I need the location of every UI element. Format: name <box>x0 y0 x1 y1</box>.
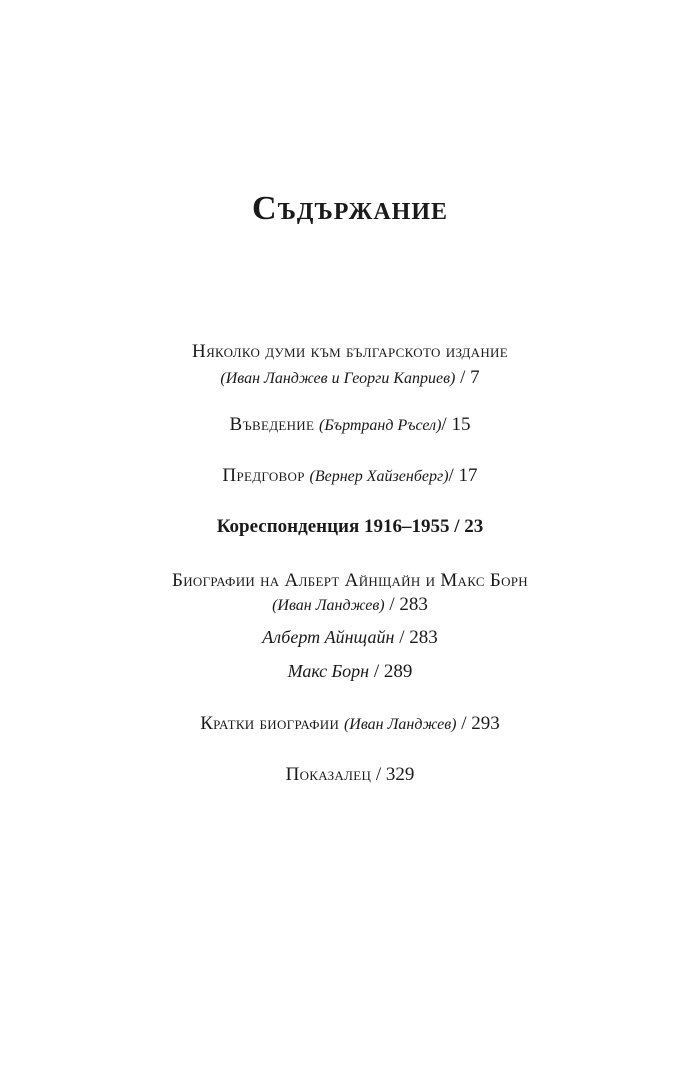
entry-title: Предговор <box>222 465 305 486</box>
entry-author: (Иван Ланджев) <box>272 597 385 614</box>
entry-title: Кратки биографии <box>200 713 340 734</box>
toc-subentry-born <box>0 659 700 684</box>
entry-page: / 283 <box>384 594 428 615</box>
entry-author: (Вернер Хайзенберг) <box>309 468 449 485</box>
entry-page: / 17 <box>448 465 478 486</box>
page-title: Съдържание <box>251 190 448 227</box>
toc-entry-preface-bulgarian <box>0 340 700 364</box>
entry-title: Показалец <box>285 764 372 785</box>
entry-title: Кореспонденция 1916–1955 / 23 <box>216 516 484 537</box>
toc-entry-introduction <box>0 413 700 438</box>
entry-page: / 289 <box>369 661 413 682</box>
toc-entry-index <box>0 763 700 787</box>
toc-entry-short-biographies <box>0 712 700 737</box>
entry-title: Въведение <box>229 414 315 435</box>
entry-page: / 7 <box>455 367 480 388</box>
entry-authors: (Иван Ланджев и Георги Каприев) <box>220 370 456 387</box>
toc-entry-foreword <box>0 464 700 489</box>
entry-author: (Иван Ланджев) <box>343 716 457 733</box>
entry-title: Няколко думи към българското издание <box>192 341 508 362</box>
toc-subentry-einstein <box>0 625 700 650</box>
entry-page: / 293 <box>456 713 500 734</box>
toc-entry-correspondence <box>0 515 700 539</box>
entry-author: (Бъртранд Ръсел) <box>319 417 442 434</box>
entry-page: / 15 <box>441 414 471 435</box>
toc-entry-biographies <box>0 569 700 593</box>
toc-entry-preface-bulgarian-authors <box>0 366 700 391</box>
entry-title: Биографии на Алберт Айнщайн и Макс Борн <box>171 570 529 591</box>
toc-entry-biographies-author <box>0 593 700 618</box>
entry-title: Алберт Айнщайн <box>262 627 395 647</box>
entry-title: Макс Борн <box>287 661 370 681</box>
entry-page: / 283 <box>394 627 438 648</box>
entry-page: / 329 <box>371 764 415 785</box>
